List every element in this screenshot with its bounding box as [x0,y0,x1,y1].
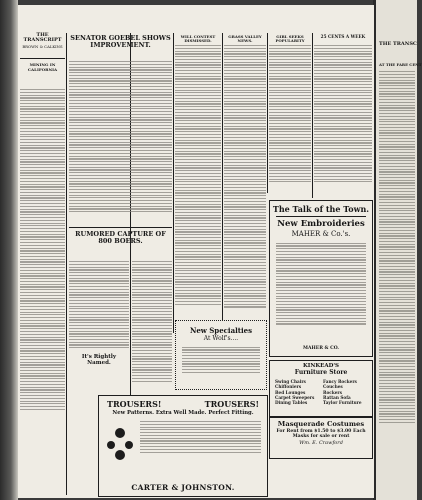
facing-page [376,0,422,500]
lower-column-b [132,261,172,401]
facing-masthead: THE TRANSC [379,41,417,47]
ad-specialties [175,320,267,390]
trousers-ornament-icon [105,421,135,463]
ad-specialties-title: New Specialties [189,326,253,335]
headline-cents: 25 CENTS A WEEK [320,34,366,39]
column-girl [269,35,311,195]
ad-kinkead [269,360,373,417]
column-rule [222,33,223,333]
ad-embroideries-title: The Talk of the Town. [272,204,370,214]
newspaper-page [18,5,374,498]
ad-embroideries [269,200,373,357]
article-text [20,89,65,495]
column-rule [267,33,268,193]
ad-trousers-left: TROUSERS! [107,399,162,409]
saloon-headline: It's Rightly Named. [81,354,117,366]
ad-masquerade-line2: Masks for sale or rent [292,433,350,439]
ad-trousers-footer: CARTER & JOHNSTON. [131,483,235,493]
column-rule [173,33,174,333]
article-text [69,61,172,225]
column-rule [312,33,313,198]
ad-trousers [98,395,268,497]
binding-spine [0,0,18,500]
ad-specialties-sub: At Wolf's.... [203,335,239,343]
column-rule [66,33,67,495]
headline-grass-valley: GRASS VALLEY NEWS. [228,34,262,44]
ad-masquerade-footer: Wm. E. Crawford [299,439,343,446]
ad-embroideries-footer: MAHER & CO. [303,346,339,352]
headline-goebel: SENATOR GOEBEL SHOWS IMPROVEMENT. [70,34,171,49]
ad-embroideries-headline: New Embroideries [277,219,365,230]
masthead-publisher: BROWN & CALKINS [22,43,63,49]
ad-trousers-tagline: New Patterns. Extra Well Made. Perfect Fitting. [112,410,254,417]
ad-kinkead-sub: Furniture Store [294,368,348,376]
ad-masquerade-title: Masquerade Costumes [277,420,365,428]
saloon-ad [70,355,128,369]
column-contest [175,35,221,331]
ad-masquerade [269,417,373,459]
ad-masquerade-line1: For Rent from $1.50 to $3.00 Each [276,429,366,435]
ad-trousers-right: TROUSERS! [204,399,259,409]
ad-kinkead-name: KINKEAD'S [302,363,340,369]
column-cents [314,35,372,197]
headline-girl: GIRL SEEKS POPULARITY [275,34,305,44]
ad-kinkead-items: Swing Chairs Fancy Rockers Chiffoniers Couches Bed Lounges Rockers Carpet Sweepers Rattan Sofa Dining Tables Taylor Furniture [275,379,362,406]
column-capture [69,231,172,261]
masthead-title: THE TRANSCRIPT [23,32,62,44]
facing-subhead: AT THE FARE CENT [379,62,422,68]
headline-mining: MINING IN CALIFORNIA [27,62,58,72]
ad-embroideries-brand: MAHER & Co.'s. [291,230,351,239]
column-grass-valley [224,35,266,331]
column-1 [20,33,65,495]
headline-capture: RUMORED CAPTURE OF 800 BOERS. [75,230,166,245]
column-goebel [69,35,172,225]
headline-contest: WILL CONTEST DISMISSED. [180,34,216,44]
